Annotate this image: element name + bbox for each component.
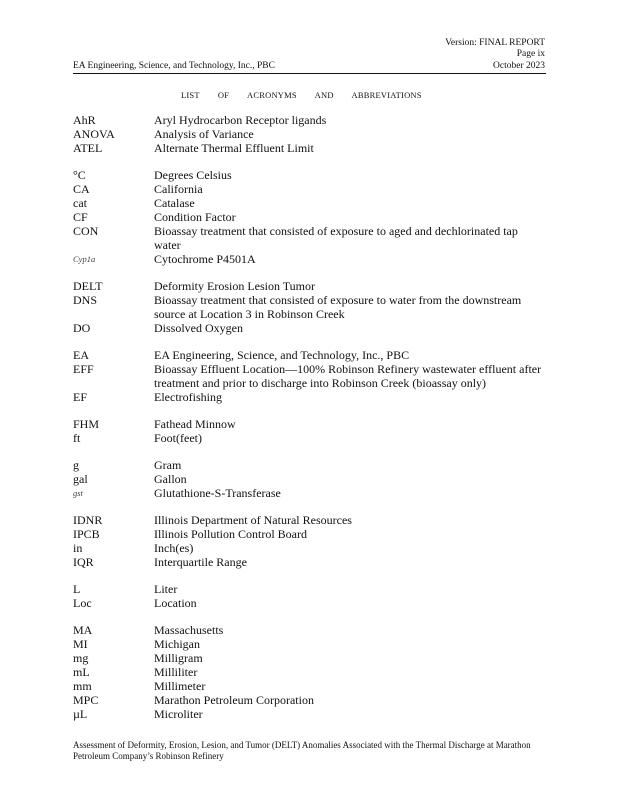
acronym-definition: Catalase (154, 196, 195, 210)
acronym: mm (73, 679, 92, 693)
acronym-definition: Analysis of Variance (154, 127, 254, 141)
acronym-entry (73, 541, 553, 555)
group-spacer (73, 445, 553, 458)
acronym: DNS (73, 293, 98, 307)
acronym-definition: Inch(es) (154, 541, 194, 555)
acronym: ft (73, 431, 81, 445)
acronym-entry (73, 431, 553, 445)
acronym-entry (73, 417, 553, 431)
acronym-definition: Millimeter (154, 679, 206, 693)
acronym-entry (73, 196, 553, 210)
acronym-definition: Alternate Thermal Effluent Limit (154, 141, 314, 155)
acronym-entry (73, 651, 553, 665)
acronym-entry (73, 113, 553, 127)
acronym-definition: Cytochrome P4501A (154, 252, 256, 266)
acronym: IPCB (73, 527, 100, 541)
acronym: mg (73, 651, 89, 665)
acronym-entry (73, 141, 553, 155)
acronym: CA (73, 182, 90, 196)
acronym-definition: Location (154, 596, 197, 610)
acronym: Loc (73, 596, 92, 610)
acronym-definition: Bioassay treatment that consisted of exposure to water from the downstream source at Location 3 in Robinson Creek (154, 293, 522, 321)
acronym: °C (73, 168, 86, 182)
acronym-definition: Liter (154, 582, 178, 596)
company-name: EA Engineering, Science, and Technology, Inc., PBC (73, 61, 275, 71)
acronym: IDNR (73, 513, 103, 527)
acronym-definition: Marathon Petroleum Corporation (154, 693, 314, 707)
acronym: ATEL (73, 141, 103, 155)
acronym: EF (73, 390, 88, 404)
acronym-entry (73, 679, 553, 693)
acronym: EFF (73, 362, 94, 376)
acronym-definition: Electrofishing (154, 390, 222, 404)
acronym: g (73, 458, 79, 472)
footer-text: Assessment of Deformity, Erosion, Lesion, and Tumor (DELT) Anomalies Associated with the Thermal Discharge at Marathon Petroleum Company’s Robinson Refinery (73, 740, 531, 761)
acronym-definition: Illinois Pollution Control Board (154, 527, 308, 541)
acronym: DELT (73, 279, 103, 293)
acronym: CF (73, 210, 88, 224)
acronym-entry (73, 623, 553, 637)
acronym-entry (73, 582, 553, 596)
acronym-definition: Aryl Hydrocarbon Receptor ligands (154, 113, 327, 127)
acronym-entry (73, 224, 553, 252)
acronym-entry (73, 472, 553, 486)
acronym: L (73, 582, 81, 596)
acronym-entry (73, 252, 553, 266)
acronym-definition: California (154, 182, 203, 196)
group-spacer (73, 335, 553, 348)
acronym-definition: Gallon (154, 472, 187, 486)
acronym: Cyp1a (73, 254, 96, 264)
acronym-entry (73, 321, 553, 335)
acronym: ANOVA (73, 127, 115, 141)
acronym-definition: Dissolved Oxygen (154, 321, 243, 335)
acronym-entry (73, 279, 553, 293)
acronym-definition: Fathead Minnow (154, 417, 236, 431)
acronym: MI (73, 637, 88, 651)
acronym-entry (73, 210, 553, 224)
acronym-entry (73, 127, 553, 141)
report-version: Version: FINAL REPORT (445, 38, 545, 48)
acronym-definition: Illinois Department of Natural Resources (154, 513, 352, 527)
acronym-entry (73, 527, 553, 541)
header-rule (73, 73, 546, 74)
acronym-entry (73, 168, 553, 182)
group-spacer (73, 569, 553, 582)
acronym: AhR (73, 113, 96, 127)
acronym-definition: Bioassay treatment that consisted of exposure to aged and dechlorinated tap water (154, 224, 518, 252)
acronym: gst (73, 488, 83, 498)
acronym-entry (73, 513, 553, 527)
acronym-definition: Degrees Celsius (154, 168, 232, 182)
group-spacer (73, 155, 553, 168)
acronym: µL (73, 707, 88, 721)
acronym-definition: Deformity Erosion Lesion Tumor (154, 279, 315, 293)
acronym-definition: Massachusetts (154, 623, 224, 637)
group-spacer (73, 266, 553, 279)
acronym-entry (73, 458, 553, 472)
acronym-entry (73, 637, 553, 651)
acronym-entry (73, 362, 553, 390)
acronym-definition: Foot(feet) (154, 431, 202, 445)
acronym: EA (73, 348, 89, 362)
acronym-entry (73, 390, 553, 404)
acronym: gal (73, 472, 88, 486)
acronym-entry (73, 348, 553, 362)
acronym: cat (73, 196, 87, 210)
acronym-definition: EA Engineering, Science, and Technology, Inc., PBC (154, 348, 410, 362)
group-spacer (73, 610, 553, 623)
acronym-definition: Milligram (154, 651, 203, 665)
acronym-entry (73, 693, 553, 707)
acronym-definition: Condition Factor (154, 210, 236, 224)
acronym-definition: Microliter (154, 707, 203, 721)
acronym: CON (73, 224, 99, 238)
acronym-definition: Bioassay Effluent Location—100% Robinson Refinery wastewater effluent after treatment and prior to discharge into Robinson Creek (bioassay only) (154, 362, 542, 390)
acronym: mL (73, 665, 90, 679)
acronym-definition: Milliliter (154, 665, 198, 679)
acronym-definition: Michigan (154, 637, 200, 651)
group-spacer (73, 404, 553, 417)
acronym-entry (73, 182, 553, 196)
acronym: in (73, 541, 83, 555)
group-spacer (73, 500, 553, 513)
acronym-entry (73, 555, 553, 569)
report-date: October 2023 (493, 61, 545, 71)
acronym-entry (73, 665, 553, 679)
acronym-entry (73, 596, 553, 610)
acronym: MPC (73, 693, 99, 707)
acronym: FHM (73, 417, 100, 431)
list-title: LIST OF ACRONYMS AND ABBREVIATIONS (181, 90, 422, 100)
acronym: DO (73, 321, 91, 335)
acronym-definition: Glutathione-S-Transferase (154, 486, 281, 500)
page-number: Page ix (516, 49, 545, 59)
acronym-definition: Interquartile Range (154, 555, 247, 569)
acronym-definition: Gram (154, 458, 182, 472)
acronym: MA (73, 623, 93, 637)
acronym-entry (73, 486, 553, 500)
acronym-entry (73, 707, 553, 721)
acronym: IQR (73, 555, 94, 569)
acronym-list (73, 113, 553, 721)
acronym-entry (73, 293, 553, 321)
